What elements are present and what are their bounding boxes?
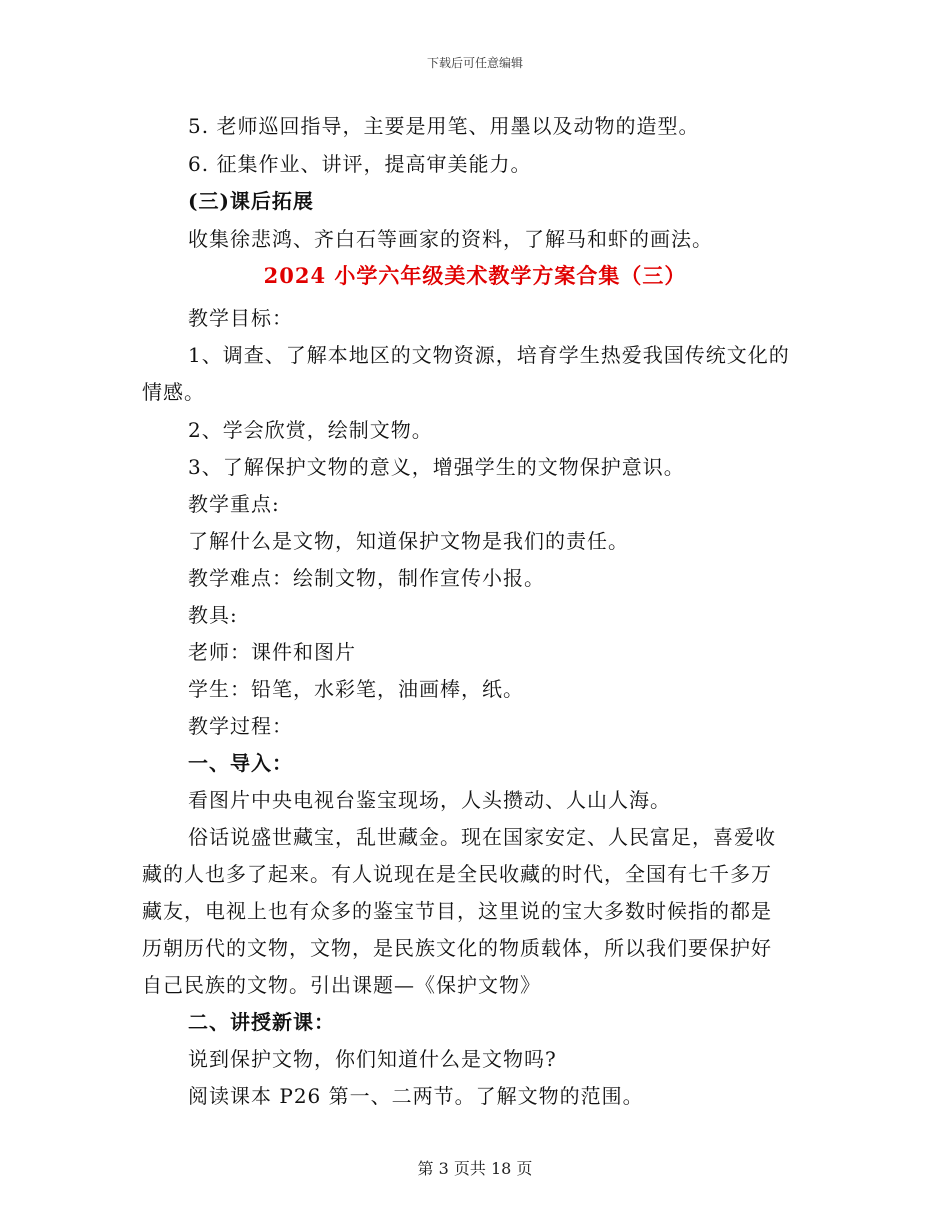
document-title: 2024 小学六年级美术教学方案合集（三） bbox=[263, 263, 687, 288]
section-intro-heading: 一、导入： bbox=[188, 751, 293, 775]
student-aids: 学生：铅笔，水彩笔，油画棒，纸。 bbox=[188, 677, 524, 701]
objectives-heading: 教学目标： bbox=[188, 306, 293, 330]
section-heading-extension: (三)课后拓展 bbox=[188, 189, 314, 213]
new-lesson-reading: 阅读课本 P26 第一、二两节。了解文物的范围。 bbox=[188, 1084, 644, 1108]
objective-1-line-2: 情感。 bbox=[142, 380, 205, 404]
objective-3: 3、了解保护文物的意义，增强学生的文物保护意识。 bbox=[188, 455, 685, 479]
teacher-aids: 老师：课件和图片 bbox=[188, 640, 356, 664]
paragraph-line-3: 藏友，电视上也有众多的鉴宝节目，这里说的宝大多数时候指的都是 bbox=[142, 899, 772, 923]
objective-1-line-1: 1、调查、了解本地区的文物资源，培育学生热爱我国传统文化的 bbox=[188, 343, 790, 367]
paragraph-line-2: 藏的人也多了起来。有人说现在是全民收藏的时代，全国有七千多万 bbox=[142, 862, 772, 886]
paragraph-line-1: 俗话说盛世藏宝，乱世藏金。现在国家安定、人民富足，喜爱收 bbox=[188, 825, 776, 849]
key-points-heading: 教学重点: bbox=[188, 492, 280, 516]
extension-text: 收集徐悲鸿、齐白石等画家的资料，了解马和虾的画法。 bbox=[188, 227, 713, 251]
header-note: 下载后可任意编辑 bbox=[426, 56, 523, 70]
difficulties: 教学难点：绘制文物，制作宣传小报。 bbox=[188, 566, 545, 590]
intro-text: 看图片中央电视台鉴宝现场，人头攒动、人山人海。 bbox=[188, 788, 671, 812]
page-number: 第 3 页共 18 页 bbox=[417, 1159, 533, 1178]
paragraph-line-5: 自己民族的文物。引出课题—《保护文物》 bbox=[142, 973, 541, 997]
key-points-text: 了解什么是文物，知道保护文物是我们的责任。 bbox=[188, 529, 629, 553]
paragraph-line-4: 历朝历代的文物，文物，是民族文化的物质载体，所以我们要保护好 bbox=[142, 936, 772, 960]
objective-2: 2、学会欣赏，绘制文物。 bbox=[188, 418, 433, 442]
new-lesson-question: 说到保护文物，你们知道什么是文物吗? bbox=[188, 1047, 557, 1071]
step-5: 5. 老师巡回指导，主要是用笔、用墨以及动物的造型。 bbox=[188, 114, 700, 138]
teaching-aids-heading: 教具: bbox=[188, 603, 238, 627]
section-new-lesson-heading: 二、讲授新课： bbox=[188, 1010, 335, 1034]
step-6: 6. 征集作业、讲评，提高审美能力。 bbox=[188, 152, 532, 176]
process-heading: 教学过程： bbox=[188, 714, 293, 738]
